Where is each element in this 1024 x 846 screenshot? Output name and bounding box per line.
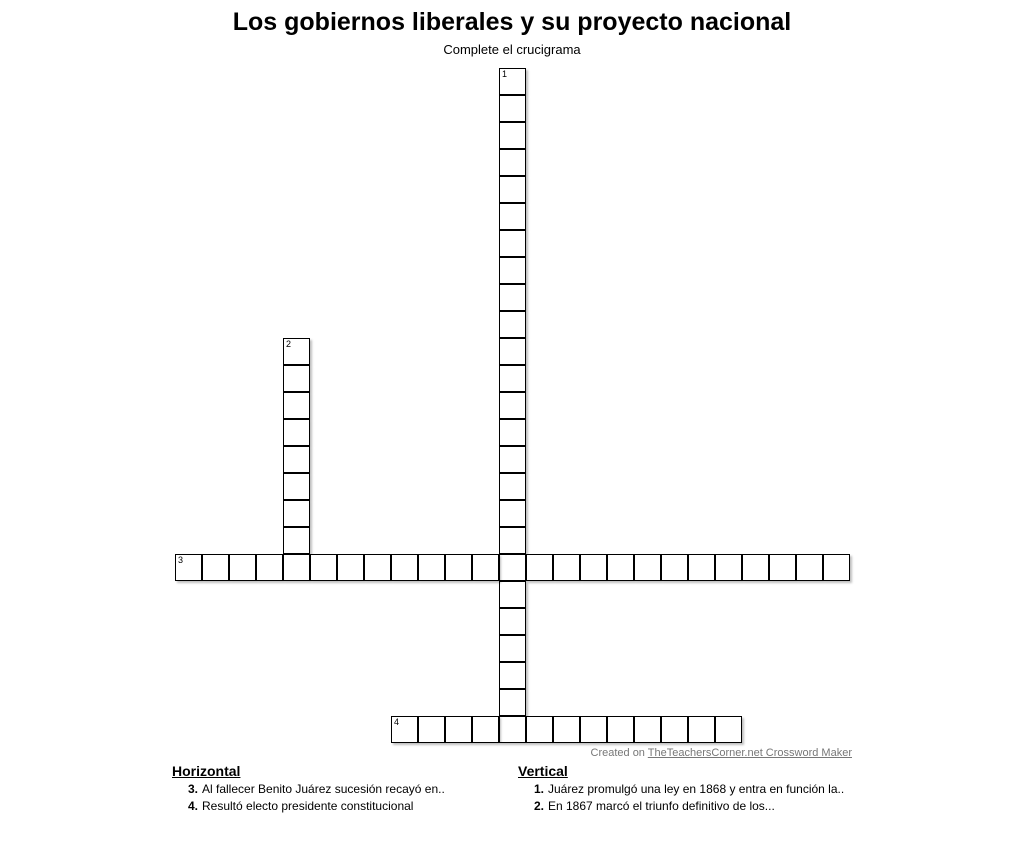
crossword-cell[interactable] (661, 716, 688, 743)
crossword-cell[interactable] (499, 716, 526, 743)
clue-text: Al fallecer Benito Juárez sucesión recayó en.. (202, 782, 445, 796)
clue-number: 2. (533, 799, 544, 813)
crossword-cell[interactable] (742, 554, 769, 581)
crossword-cell[interactable] (607, 554, 634, 581)
cell-number: 3 (178, 555, 184, 565)
crossword-cell[interactable] (283, 500, 310, 527)
crossword-cell[interactable] (499, 284, 526, 311)
crossword-cell[interactable] (283, 392, 310, 419)
crossword-cell[interactable] (499, 662, 526, 689)
page-title: Los gobiernos liberales y su proyecto nacional (232, 8, 792, 36)
down-clues (518, 763, 858, 815)
clue-item (518, 781, 858, 798)
clue-text: Resultó electo presidente constitucional (202, 799, 414, 813)
crossword-cell[interactable] (499, 473, 526, 500)
crossword-cell[interactable] (661, 554, 688, 581)
across-clues (172, 763, 512, 815)
crossword-cell[interactable] (796, 554, 823, 581)
crossword-cell[interactable] (229, 554, 256, 581)
clue-item (172, 781, 512, 798)
crossword-cell[interactable] (391, 554, 418, 581)
crossword-cell[interactable] (391, 716, 418, 743)
cell-number: 1 (502, 69, 508, 79)
credit-line (560, 747, 852, 759)
crossword-cell[interactable] (499, 446, 526, 473)
crossword-cell[interactable] (580, 716, 607, 743)
crossword-cell[interactable] (499, 95, 526, 122)
crossword-cell[interactable] (715, 716, 742, 743)
crossword-cell[interactable] (715, 554, 742, 581)
crossword-cell[interactable] (499, 257, 526, 284)
crossword-cell[interactable] (526, 716, 553, 743)
crossword-cell[interactable] (418, 716, 445, 743)
crossword-cell[interactable] (445, 554, 472, 581)
crossword-cell[interactable] (499, 122, 526, 149)
crossword-cell[interactable] (499, 419, 526, 446)
crossword-cell[interactable] (526, 554, 553, 581)
crossword-cell[interactable] (472, 716, 499, 743)
crossword-cell[interactable] (310, 554, 337, 581)
crossword-cell[interactable] (499, 176, 526, 203)
credit-link[interactable]: TheTeachersCorner.net Crossword Maker (647, 747, 852, 759)
crossword-cell[interactable] (499, 500, 526, 527)
crossword-cell[interactable] (283, 419, 310, 446)
crossword-cell[interactable] (580, 554, 607, 581)
crossword-cell[interactable] (499, 365, 526, 392)
crossword-cell[interactable] (283, 527, 310, 554)
crossword-cell[interactable] (364, 554, 391, 581)
crossword-cell[interactable] (823, 554, 850, 581)
crossword-cell[interactable] (499, 635, 526, 662)
crossword-cell[interactable] (283, 365, 310, 392)
crossword-cell[interactable] (256, 554, 283, 581)
crossword-cell[interactable] (499, 554, 526, 581)
clue-number: 3. (187, 782, 198, 796)
credit-prefix: Created on (590, 747, 648, 759)
crossword-cell[interactable] (499, 581, 526, 608)
across-heading: Horizontal (172, 763, 241, 779)
clue-text: En 1867 marcó el triunfo definitivo de los... (548, 799, 775, 813)
crossword-cell[interactable] (553, 554, 580, 581)
crossword-cell[interactable] (688, 554, 715, 581)
crossword-cell[interactable] (175, 554, 202, 581)
crossword-cell[interactable] (337, 554, 364, 581)
down-heading: Vertical (518, 763, 568, 779)
page-subtitle: Complete el crucigrama (443, 42, 581, 57)
crossword-cell[interactable] (499, 68, 526, 95)
crossword-cell[interactable] (283, 473, 310, 500)
crossword-cell[interactable] (634, 554, 661, 581)
crossword-cell[interactable] (769, 554, 796, 581)
crossword-cell[interactable] (634, 716, 661, 743)
crossword-cell[interactable] (499, 392, 526, 419)
cell-number: 4 (394, 717, 400, 727)
crossword-cell[interactable] (688, 716, 715, 743)
cell-number: 2 (286, 339, 292, 349)
crossword-cell[interactable] (283, 338, 310, 365)
crossword-cell[interactable] (499, 311, 526, 338)
crossword-cell[interactable] (499, 338, 526, 365)
clue-number: 4. (187, 799, 198, 813)
crossword-cell[interactable] (499, 230, 526, 257)
crossword-cell[interactable] (499, 527, 526, 554)
clue-item (172, 798, 512, 815)
clue-number: 1. (533, 782, 544, 796)
crossword-cell[interactable] (472, 554, 499, 581)
crossword-cell[interactable] (499, 203, 526, 230)
crossword-cell[interactable] (553, 716, 580, 743)
crossword-cell[interactable] (202, 554, 229, 581)
crossword-cell[interactable] (445, 716, 472, 743)
crossword-cell[interactable] (499, 689, 526, 716)
crossword-cell[interactable] (499, 608, 526, 635)
clue-text: Juárez promulgó una ley en 1868 y entra en función la.. (548, 782, 845, 796)
crossword-cell[interactable] (607, 716, 634, 743)
clue-item (518, 798, 858, 815)
crossword-cell[interactable] (499, 149, 526, 176)
crossword-cell[interactable] (283, 446, 310, 473)
crossword-cell[interactable] (418, 554, 445, 581)
crossword-cell[interactable] (283, 554, 310, 581)
